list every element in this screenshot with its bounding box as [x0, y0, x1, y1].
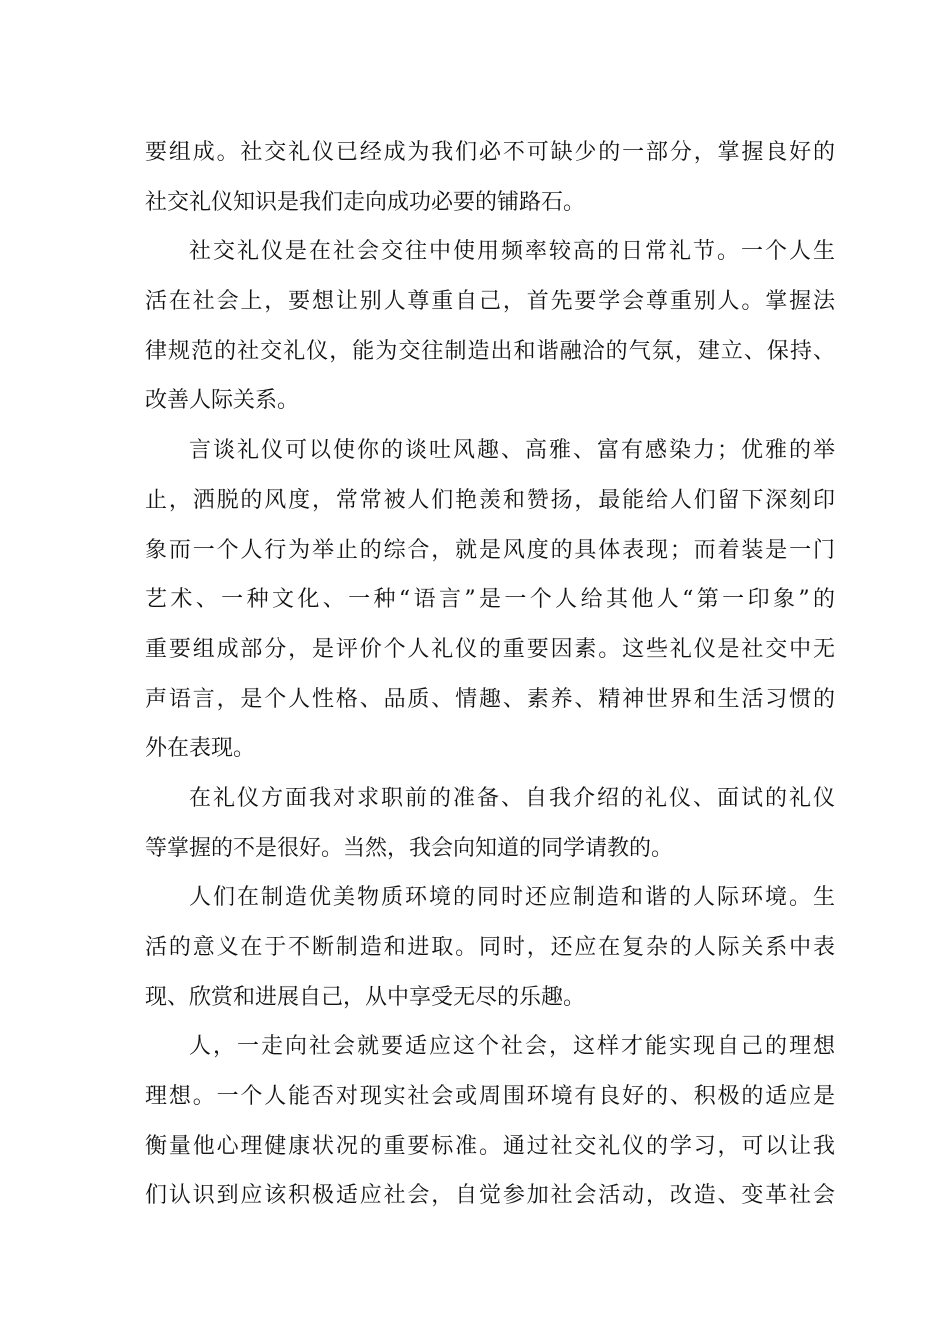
paragraph	[145, 873, 835, 1022]
text-line: 活在社会上，要想让别人尊重自己，首先要学会尊重别人。掌握法	[145, 289, 835, 315]
text-line: 等掌握的不是很好。当然，我会向知道的同学请教的。	[145, 835, 674, 861]
text-line: 现、欣赏和进展自己，从中享受无尽的乐趣。	[145, 984, 586, 1010]
text-line: 人们在制造优美物质环境的同时还应制造和谐的人际环境。生	[189, 885, 835, 911]
text-line: 重要组成部分，是评价个人礼仪的重要因素。这些礼仪是社交中无	[145, 636, 835, 662]
text-line: 止，洒脱的风度，常常被人们艳羡和赞扬，最能给人们留下深刻印	[145, 487, 835, 513]
text-line: 律规范的社交礼仪，能为交往制造出和谐融洽的气氛，建立、保持、	[145, 338, 835, 364]
text-line: 们认识到应该积极适应社会，自觉参加社会活动，改造、变革社会	[145, 1183, 835, 1209]
text-line: 艺术、一种文化、一种“语言”是一个人给其他人“第一印象”的	[145, 587, 835, 613]
paragraph	[145, 1022, 835, 1221]
text-line: 在礼仪方面我对求职前的准备、自我介绍的礼仪、面试的礼仪	[189, 785, 835, 811]
text-line: 理想。一个人能否对现实社会或周围环境有良好的、积极的适应是	[145, 1084, 835, 1110]
text-line: 声语言，是个人性格、品质、情趣、素养、精神世界和生活习惯的	[145, 686, 835, 712]
document-body	[145, 128, 835, 1221]
paragraph	[145, 774, 835, 873]
paragraph	[145, 128, 835, 227]
text-line: 改善人际关系。	[145, 388, 300, 414]
text-line: 社交礼仪是在社会交往中使用频率较高的日常礼节。一个人生	[189, 239, 835, 265]
text-line: 活的意义在于不断制造和进取。同时，还应在复杂的人际关系中表	[145, 935, 835, 960]
text-line: 言谈礼仪可以使你的谈吐风趣、高雅、富有感染力；优雅的举	[189, 438, 835, 464]
text-line: 外在表现。	[145, 736, 256, 762]
paragraph	[145, 227, 835, 426]
text-line: 社交礼仪知识是我们走向成功必要的铺路石。	[145, 189, 586, 215]
text-line: 要组成。社交礼仪已经成为我们必不可缺少的一部分，掌握良好的	[145, 140, 835, 165]
paragraph	[145, 426, 835, 774]
text-line: 象而一个人行为举止的综合，就是风度的具体表现；而着装是一门	[145, 537, 835, 563]
text-line: 人，一走向社会就要适应这个社会，这样才能实现自己的理想	[189, 1034, 835, 1060]
text-line: 衡量他心理健康状况的重要标准。通过社交礼仪的学习，可以让我	[145, 1133, 835, 1159]
